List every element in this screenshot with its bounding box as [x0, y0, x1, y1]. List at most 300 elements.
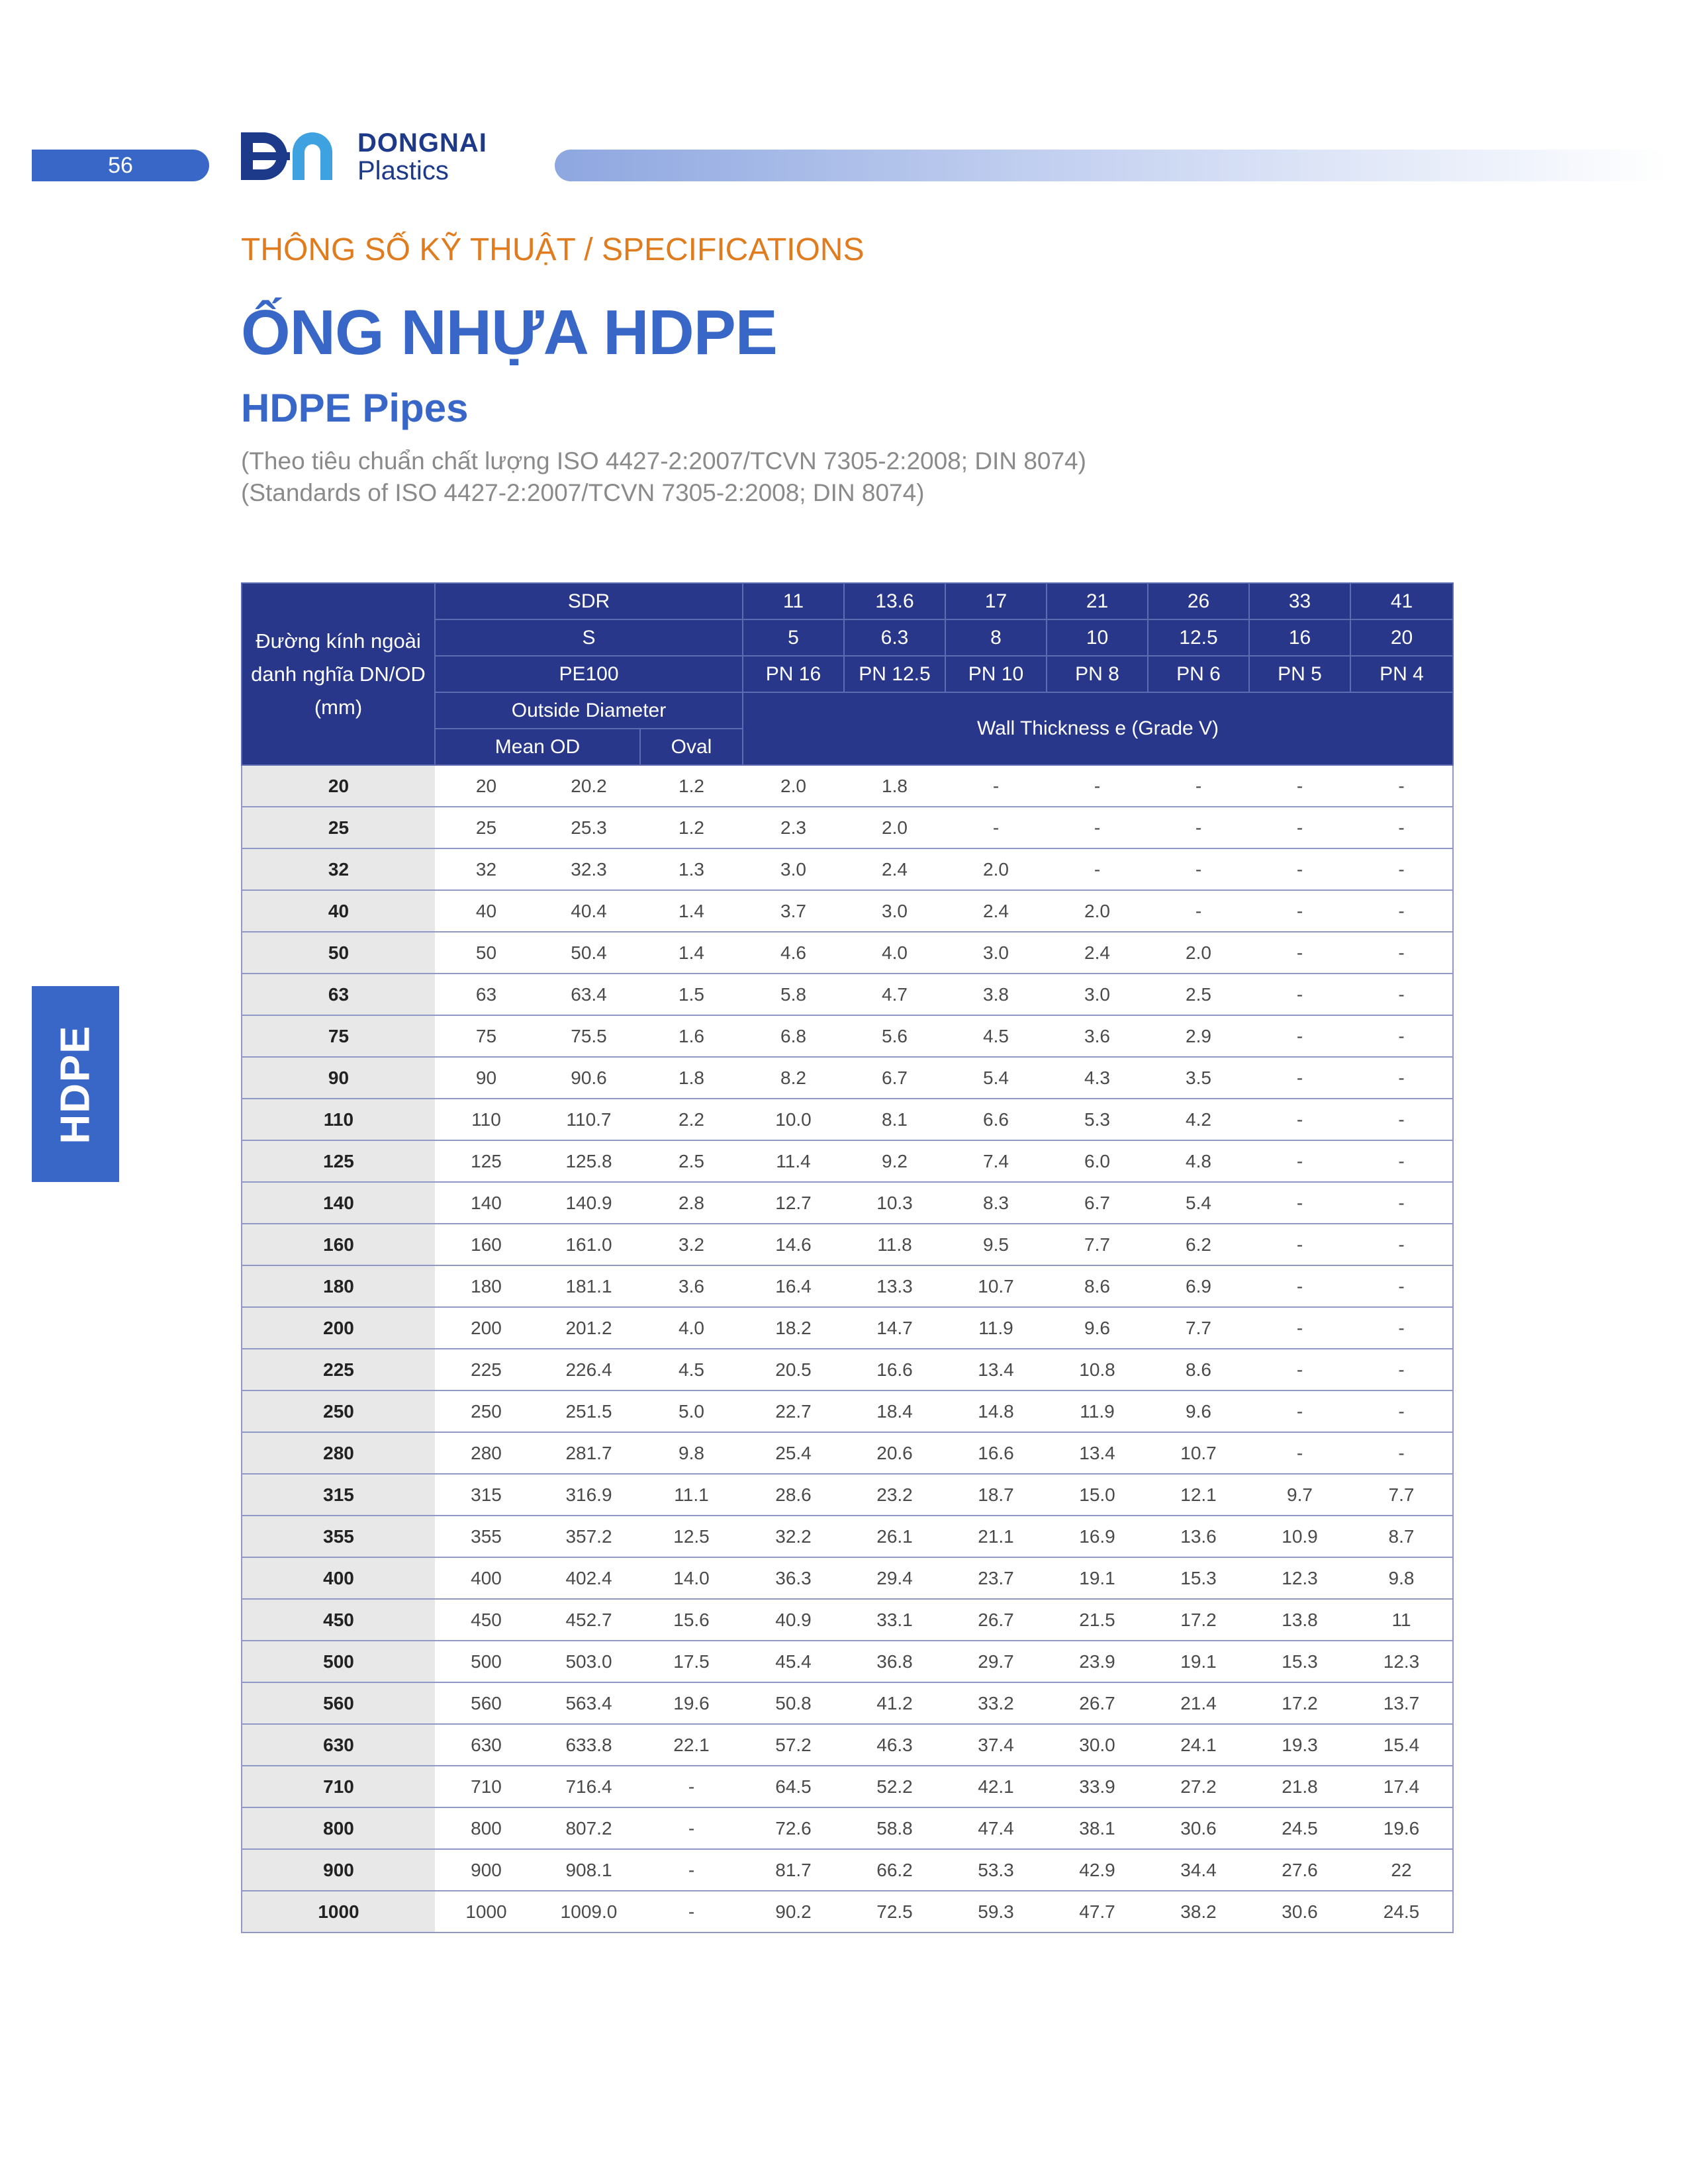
wall-thickness-cell: - — [1350, 1224, 1453, 1265]
wall-thickness-cell: - — [1249, 932, 1350, 974]
wall-thickness-cell: 4.8 — [1148, 1140, 1249, 1182]
wall-thickness-cell: 46.3 — [844, 1724, 945, 1766]
wall-thickness-cell: 17.4 — [1350, 1766, 1453, 1807]
wall-thickness-cell: 16.9 — [1047, 1516, 1148, 1557]
mean-od-cell: 315 — [435, 1474, 538, 1516]
wall-thickness-cell: 3.7 — [743, 890, 844, 932]
table-row — [242, 1307, 1453, 1349]
wall-thickness-cell: 26.7 — [945, 1599, 1047, 1641]
mean-od-cell: 563.4 — [538, 1682, 640, 1724]
wall-thickness-cell: 2.9 — [1148, 1015, 1249, 1057]
table-row — [242, 890, 1453, 932]
table-row — [242, 1766, 1453, 1807]
mean-od-cell: 225 — [435, 1349, 538, 1390]
wall-thickness-cell: 81.7 — [743, 1849, 844, 1891]
oval-cell: - — [640, 1766, 743, 1807]
wall-thickness-cell: 8.6 — [1047, 1265, 1148, 1307]
wall-thickness-cell: - — [1350, 765, 1453, 807]
standards-vi: (Theo tiêu chuẩn chất lượng ISO 4427-2:2007/TCVN 7305-2:2008; DIN 8074) — [241, 447, 1086, 475]
mean-od-cell: 402.4 — [538, 1557, 640, 1599]
table-row — [242, 1182, 1453, 1224]
wall-thickness-cell: - — [1047, 848, 1148, 890]
wall-thickness-cell: 23.9 — [1047, 1641, 1148, 1682]
dn-cell: 125 — [242, 1140, 435, 1182]
wall-thickness-cell: 25.4 — [743, 1432, 844, 1474]
wall-thickness-cell: 30.6 — [1148, 1807, 1249, 1849]
section-eyebrow: THÔNG SỐ KỸ THUẬT / SPECIFICATIONS — [241, 232, 865, 267]
dn-cell: 355 — [242, 1516, 435, 1557]
table-header — [242, 583, 1453, 765]
wall-thickness-cell: 30.6 — [1249, 1891, 1350, 1933]
wall-thickness-cell: 12.7 — [743, 1182, 844, 1224]
wall-thickness-cell: 9.2 — [844, 1140, 945, 1182]
wall-thickness-cell: 15.3 — [1249, 1641, 1350, 1682]
wall-thickness-cell: 16.4 — [743, 1265, 844, 1307]
mean-od-cell: 25 — [435, 807, 538, 848]
wall-thickness-cell: - — [1350, 1099, 1453, 1140]
wall-thickness-cell: 13.7 — [1350, 1682, 1453, 1724]
wall-thickness-cell: - — [1249, 890, 1350, 932]
wall-thickness-cell: 23.7 — [945, 1557, 1047, 1599]
wall-thickness-cell: 5.6 — [844, 1015, 945, 1057]
wall-thickness-cell: 7.7 — [1350, 1474, 1453, 1516]
wall-thickness-cell: 10.9 — [1249, 1516, 1350, 1557]
mean-od-cell: 280 — [435, 1432, 538, 1474]
pn-value: PN 10 — [945, 656, 1047, 692]
wall-thickness-cell: 33.9 — [1047, 1766, 1148, 1807]
table-row — [242, 974, 1453, 1015]
wall-thickness-cell: 57.2 — [743, 1724, 844, 1766]
dn-cell: 32 — [242, 848, 435, 890]
mean-od-cell: 25.3 — [538, 807, 640, 848]
s-value: 10 — [1047, 619, 1148, 656]
wall-thickness-cell: 22 — [1350, 1849, 1453, 1891]
wall-thickness-cell: 7.7 — [1047, 1224, 1148, 1265]
mean-od-cell: 125.8 — [538, 1140, 640, 1182]
wall-thickness-cell: 27.2 — [1148, 1766, 1249, 1807]
mean-od-cell: 716.4 — [538, 1766, 640, 1807]
wall-thickness-cell: 36.8 — [844, 1641, 945, 1682]
mean-od-cell: 50 — [435, 932, 538, 974]
sdr-value: 21 — [1047, 583, 1148, 619]
mean-od-cell: 20.2 — [538, 765, 640, 807]
table-row — [242, 1057, 1453, 1099]
wall-thickness-cell: 21.5 — [1047, 1599, 1148, 1641]
wall-thickness-cell: 11.4 — [743, 1140, 844, 1182]
dn-cell: 180 — [242, 1265, 435, 1307]
wall-thickness-cell: 50.8 — [743, 1682, 844, 1724]
wall-thickness-cell: 3.0 — [844, 890, 945, 932]
brand-name: DONGNAI — [357, 128, 487, 158]
wall-thickness-cell: 2.4 — [844, 848, 945, 890]
wall-thickness-cell: - — [1249, 1099, 1350, 1140]
oval-cell: 2.8 — [640, 1182, 743, 1224]
table-row — [242, 1224, 1453, 1265]
wall-thickness-cell: 17.2 — [1249, 1682, 1350, 1724]
wall-thickness-cell: 3.0 — [743, 848, 844, 890]
wall-thickness-cell: 4.0 — [844, 932, 945, 974]
wall-thickness-cell: 72.5 — [844, 1891, 945, 1933]
mean-od-cell: 200 — [435, 1307, 538, 1349]
wall-thickness-cell: - — [1350, 848, 1453, 890]
table-row — [242, 1807, 1453, 1849]
mean-od-cell: 75 — [435, 1015, 538, 1057]
wall-thickness-cell: 64.5 — [743, 1766, 844, 1807]
oval-cell: 1.4 — [640, 932, 743, 974]
wall-thickness-cell: 9.8 — [1350, 1557, 1453, 1599]
wall-thickness-cell: - — [1350, 1015, 1453, 1057]
side-section-tab — [32, 986, 119, 1182]
mean-od-cell: 1000 — [435, 1891, 538, 1933]
wall-thickness-cell: 4.3 — [1047, 1057, 1148, 1099]
wall-thickness-header: Wall Thickness e (Grade V) — [743, 692, 1453, 765]
mean-od-cell: 355 — [435, 1516, 538, 1557]
wall-thickness-cell: 16.6 — [945, 1432, 1047, 1474]
dn-cell: 110 — [242, 1099, 435, 1140]
table-row — [242, 1682, 1453, 1724]
oval-cell: 1.8 — [640, 1057, 743, 1099]
dn-cell: 25 — [242, 807, 435, 848]
dn-cell: 250 — [242, 1390, 435, 1432]
mean-od-cell: 75.5 — [538, 1015, 640, 1057]
wall-thickness-cell: 20.6 — [844, 1432, 945, 1474]
mean-od-cell: 630 — [435, 1724, 538, 1766]
wall-thickness-cell: - — [1249, 974, 1350, 1015]
wall-thickness-cell: 19.1 — [1148, 1641, 1249, 1682]
dn-cell: 280 — [242, 1432, 435, 1474]
pe100-label: PE100 — [435, 656, 743, 692]
mean-od-cell: 90.6 — [538, 1057, 640, 1099]
dn-column-header: Đường kính ngoài danh nghĩa DN/OD (mm) — [242, 583, 435, 765]
side-tab-label: HDPE — [52, 1024, 99, 1144]
wall-thickness-cell: 10.3 — [844, 1182, 945, 1224]
mean-od-header: Mean OD — [435, 729, 640, 765]
wall-thickness-cell: 14.6 — [743, 1224, 844, 1265]
pn-value: PN 16 — [743, 656, 844, 692]
wall-thickness-cell: - — [945, 807, 1047, 848]
oval-cell: 5.0 — [640, 1390, 743, 1432]
dongnai-logo-icon — [241, 132, 342, 180]
oval-cell: - — [640, 1891, 743, 1933]
wall-thickness-cell: 27.6 — [1249, 1849, 1350, 1891]
s-value: 8 — [945, 619, 1047, 656]
s-label: S — [435, 619, 743, 656]
oval-cell: 1.4 — [640, 890, 743, 932]
mean-od-cell: 251.5 — [538, 1390, 640, 1432]
oval-cell: 2.2 — [640, 1099, 743, 1140]
sdr-label: SDR — [435, 583, 743, 619]
table-row — [242, 1099, 1453, 1140]
wall-thickness-cell: 7.7 — [1148, 1307, 1249, 1349]
wall-thickness-cell: 1.8 — [844, 765, 945, 807]
wall-thickness-cell: 21.4 — [1148, 1682, 1249, 1724]
wall-thickness-cell: 4.5 — [945, 1015, 1047, 1057]
wall-thickness-cell: - — [1249, 765, 1350, 807]
wall-thickness-cell: 6.2 — [1148, 1224, 1249, 1265]
mean-od-cell: 807.2 — [538, 1807, 640, 1849]
table-row — [242, 1557, 1453, 1599]
wall-thickness-cell: 13.4 — [945, 1349, 1047, 1390]
table-row — [242, 848, 1453, 890]
dn-cell: 75 — [242, 1015, 435, 1057]
wall-thickness-cell: 90.2 — [743, 1891, 844, 1933]
table-row — [242, 1891, 1453, 1933]
wall-thickness-cell: 2.5 — [1148, 974, 1249, 1015]
wall-thickness-cell: 13.8 — [1249, 1599, 1350, 1641]
wall-thickness-cell: 38.1 — [1047, 1807, 1148, 1849]
wall-thickness-cell: 2.4 — [1047, 932, 1148, 974]
oval-cell: 14.0 — [640, 1557, 743, 1599]
wall-thickness-cell: 15.0 — [1047, 1474, 1148, 1516]
dn-cell: 500 — [242, 1641, 435, 1682]
mean-od-cell: 63 — [435, 974, 538, 1015]
wall-thickness-cell: 59.3 — [945, 1891, 1047, 1933]
mean-od-cell: 40 — [435, 890, 538, 932]
dn-cell: 160 — [242, 1224, 435, 1265]
wall-thickness-cell: 17.2 — [1148, 1599, 1249, 1641]
mean-od-cell: 160 — [435, 1224, 538, 1265]
mean-od-cell: 110 — [435, 1099, 538, 1140]
wall-thickness-cell: 36.3 — [743, 1557, 844, 1599]
mean-od-cell: 452.7 — [538, 1599, 640, 1641]
oval-cell: 15.6 — [640, 1599, 743, 1641]
standards-en: (Standards of ISO 4427-2:2007/TCVN 7305-2:2008; DIN 8074) — [241, 479, 925, 506]
wall-thickness-cell: 5.4 — [945, 1057, 1047, 1099]
wall-thickness-cell: 2.0 — [1148, 932, 1249, 974]
table-row — [242, 1432, 1453, 1474]
sdr-value: 26 — [1148, 583, 1249, 619]
wall-thickness-cell: 11 — [1350, 1599, 1453, 1641]
dn-cell: 450 — [242, 1599, 435, 1641]
wall-thickness-cell: 2.3 — [743, 807, 844, 848]
pn-value: PN 12.5 — [844, 656, 945, 692]
dn-cell: 900 — [242, 1849, 435, 1891]
oval-cell: 4.0 — [640, 1307, 743, 1349]
wall-thickness-cell: 52.2 — [844, 1766, 945, 1807]
wall-thickness-cell: 16.6 — [844, 1349, 945, 1390]
dn-cell: 225 — [242, 1349, 435, 1390]
wall-thickness-cell: 18.2 — [743, 1307, 844, 1349]
wall-thickness-cell: 8.2 — [743, 1057, 844, 1099]
oval-cell: 17.5 — [640, 1641, 743, 1682]
wall-thickness-cell: - — [1249, 1224, 1350, 1265]
mean-od-cell: 125 — [435, 1140, 538, 1182]
s-value: 6.3 — [844, 619, 945, 656]
wall-thickness-cell: 6.7 — [844, 1057, 945, 1099]
mean-od-cell: 226.4 — [538, 1349, 640, 1390]
sdr-value: 13.6 — [844, 583, 945, 619]
wall-thickness-cell: 29.4 — [844, 1557, 945, 1599]
wall-thickness-cell: 10.8 — [1047, 1349, 1148, 1390]
wall-thickness-cell: 14.7 — [844, 1307, 945, 1349]
wall-thickness-cell: 3.0 — [945, 932, 1047, 974]
table-row — [242, 1641, 1453, 1682]
table-row — [242, 1516, 1453, 1557]
wall-thickness-cell: 58.8 — [844, 1807, 945, 1849]
wall-thickness-cell: - — [1249, 1057, 1350, 1099]
dn-cell: 630 — [242, 1724, 435, 1766]
wall-thickness-cell: 3.5 — [1148, 1057, 1249, 1099]
mean-od-cell: 20 — [435, 765, 538, 807]
mean-od-cell: 140 — [435, 1182, 538, 1224]
wall-thickness-cell: 13.4 — [1047, 1432, 1148, 1474]
table-row — [242, 1474, 1453, 1516]
mean-od-cell: 357.2 — [538, 1516, 640, 1557]
wall-thickness-cell: 19.1 — [1047, 1557, 1148, 1599]
dn-cell: 90 — [242, 1057, 435, 1099]
dn-cell: 40 — [242, 890, 435, 932]
mean-od-cell: 800 — [435, 1807, 538, 1849]
wall-thickness-cell: 18.4 — [844, 1390, 945, 1432]
wall-thickness-cell: 12.3 — [1350, 1641, 1453, 1682]
wall-thickness-cell: 2.0 — [1047, 890, 1148, 932]
mean-od-cell: 140.9 — [538, 1182, 640, 1224]
wall-thickness-cell: 14.8 — [945, 1390, 1047, 1432]
wall-thickness-cell: 11.8 — [844, 1224, 945, 1265]
wall-thickness-cell: 10.7 — [945, 1265, 1047, 1307]
dn-cell: 400 — [242, 1557, 435, 1599]
wall-thickness-cell: 21.1 — [945, 1516, 1047, 1557]
mean-od-cell: 181.1 — [538, 1265, 640, 1307]
oval-cell: 3.6 — [640, 1265, 743, 1307]
mean-od-cell: 161.0 — [538, 1224, 640, 1265]
wall-thickness-cell: 2.0 — [743, 765, 844, 807]
wall-thickness-cell: 10.7 — [1148, 1432, 1249, 1474]
wall-thickness-cell: - — [1148, 765, 1249, 807]
oval-cell: - — [640, 1849, 743, 1891]
wall-thickness-cell: 6.8 — [743, 1015, 844, 1057]
wall-thickness-cell: 38.2 — [1148, 1891, 1249, 1933]
table-row — [242, 1599, 1453, 1641]
wall-thickness-cell: 12.1 — [1148, 1474, 1249, 1516]
sdr-value: 17 — [945, 583, 1047, 619]
oval-cell: 22.1 — [640, 1724, 743, 1766]
wall-thickness-cell: - — [1350, 1182, 1453, 1224]
oval-cell: - — [640, 1807, 743, 1849]
dn-cell: 50 — [242, 932, 435, 974]
table-row — [242, 1849, 1453, 1891]
wall-thickness-cell: 40.9 — [743, 1599, 844, 1641]
oval-cell: 3.2 — [640, 1224, 743, 1265]
wall-thickness-cell: 66.2 — [844, 1849, 945, 1891]
oval-cell: 12.5 — [640, 1516, 743, 1557]
table-row — [242, 1265, 1453, 1307]
mean-od-cell: 908.1 — [538, 1849, 640, 1891]
wall-thickness-cell: 11.9 — [945, 1307, 1047, 1349]
wall-thickness-cell: - — [945, 765, 1047, 807]
wall-thickness-cell: 9.7 — [1249, 1474, 1350, 1516]
page-subtitle: HDPE Pipes — [241, 386, 469, 430]
wall-thickness-cell: 24.5 — [1350, 1891, 1453, 1933]
mean-od-cell: 90 — [435, 1057, 538, 1099]
wall-thickness-cell: 47.4 — [945, 1807, 1047, 1849]
wall-thickness-cell: 47.7 — [1047, 1891, 1148, 1933]
wall-thickness-cell: - — [1148, 848, 1249, 890]
mean-od-cell: 32.3 — [538, 848, 640, 890]
dn-cell: 710 — [242, 1766, 435, 1807]
wall-thickness-cell: 8.3 — [945, 1182, 1047, 1224]
dn-cell: 20 — [242, 765, 435, 807]
wall-thickness-cell: 26.7 — [1047, 1682, 1148, 1724]
s-value: 16 — [1249, 619, 1350, 656]
wall-thickness-cell: 26.1 — [844, 1516, 945, 1557]
wall-thickness-cell: - — [1350, 1140, 1453, 1182]
wall-thickness-cell: - — [1350, 1265, 1453, 1307]
wall-thickness-cell: - — [1350, 1432, 1453, 1474]
wall-thickness-cell: 37.4 — [945, 1724, 1047, 1766]
wall-thickness-cell: 11.9 — [1047, 1390, 1148, 1432]
oval-cell: 1.2 — [640, 765, 743, 807]
wall-thickness-cell: - — [1350, 890, 1453, 932]
wall-thickness-cell: 12.3 — [1249, 1557, 1350, 1599]
wall-thickness-cell: 33.1 — [844, 1599, 945, 1641]
wall-thickness-cell: 23.2 — [844, 1474, 945, 1516]
oval-cell: 1.6 — [640, 1015, 743, 1057]
wall-thickness-cell: 8.6 — [1148, 1349, 1249, 1390]
wall-thickness-cell: 2.0 — [844, 807, 945, 848]
wall-thickness-cell: 41.2 — [844, 1682, 945, 1724]
wall-thickness-cell: - — [1249, 1140, 1350, 1182]
wall-thickness-cell: 5.3 — [1047, 1099, 1148, 1140]
mean-od-cell: 316.9 — [538, 1474, 640, 1516]
wall-thickness-cell: 13.6 — [1148, 1516, 1249, 1557]
wall-thickness-cell: - — [1350, 807, 1453, 848]
wall-thickness-cell: 20.5 — [743, 1349, 844, 1390]
wall-thickness-cell: - — [1350, 1307, 1453, 1349]
wall-thickness-cell: 5.4 — [1148, 1182, 1249, 1224]
wall-thickness-cell: 22.7 — [743, 1390, 844, 1432]
outside-diameter-header: Outside Diameter — [435, 692, 743, 729]
wall-thickness-cell: 24.5 — [1249, 1807, 1350, 1849]
mean-od-cell: 450 — [435, 1599, 538, 1641]
wall-thickness-cell: 29.7 — [945, 1641, 1047, 1682]
brand-subtitle: Plastics — [357, 156, 449, 185]
wall-thickness-cell: - — [1350, 1349, 1453, 1390]
wall-thickness-cell: 15.4 — [1350, 1724, 1453, 1766]
oval-cell: 19.6 — [640, 1682, 743, 1724]
table-row — [242, 932, 1453, 974]
mean-od-cell: 110.7 — [538, 1099, 640, 1140]
page-title: ỐNG NHỰA HDPE — [241, 297, 777, 368]
wall-thickness-cell: 9.6 — [1148, 1390, 1249, 1432]
oval-header: Oval — [640, 729, 743, 765]
wall-thickness-cell: - — [1249, 848, 1350, 890]
wall-thickness-cell: - — [1047, 765, 1148, 807]
mean-od-cell: 250 — [435, 1390, 538, 1432]
table-row — [242, 1140, 1453, 1182]
mean-od-cell: 180 — [435, 1265, 538, 1307]
mean-od-cell: 32 — [435, 848, 538, 890]
table-row — [242, 1390, 1453, 1432]
wall-thickness-cell: 5.8 — [743, 974, 844, 1015]
mean-od-cell: 40.4 — [538, 890, 640, 932]
table-row — [242, 1015, 1453, 1057]
mean-od-cell: 710 — [435, 1766, 538, 1807]
wall-thickness-cell: 53.3 — [945, 1849, 1047, 1891]
wall-thickness-cell: 4.7 — [844, 974, 945, 1015]
dn-cell: 560 — [242, 1682, 435, 1724]
wall-thickness-cell: 24.1 — [1148, 1724, 1249, 1766]
page-number-badge — [32, 150, 209, 181]
wall-thickness-cell: 18.7 — [945, 1474, 1047, 1516]
wall-thickness-cell: 45.4 — [743, 1641, 844, 1682]
table-row — [242, 1724, 1453, 1766]
wall-thickness-cell: 2.4 — [945, 890, 1047, 932]
oval-cell: 4.5 — [640, 1349, 743, 1390]
wall-thickness-cell: 6.0 — [1047, 1140, 1148, 1182]
oval-cell: 1.2 — [640, 807, 743, 848]
wall-thickness-cell: 6.7 — [1047, 1182, 1148, 1224]
